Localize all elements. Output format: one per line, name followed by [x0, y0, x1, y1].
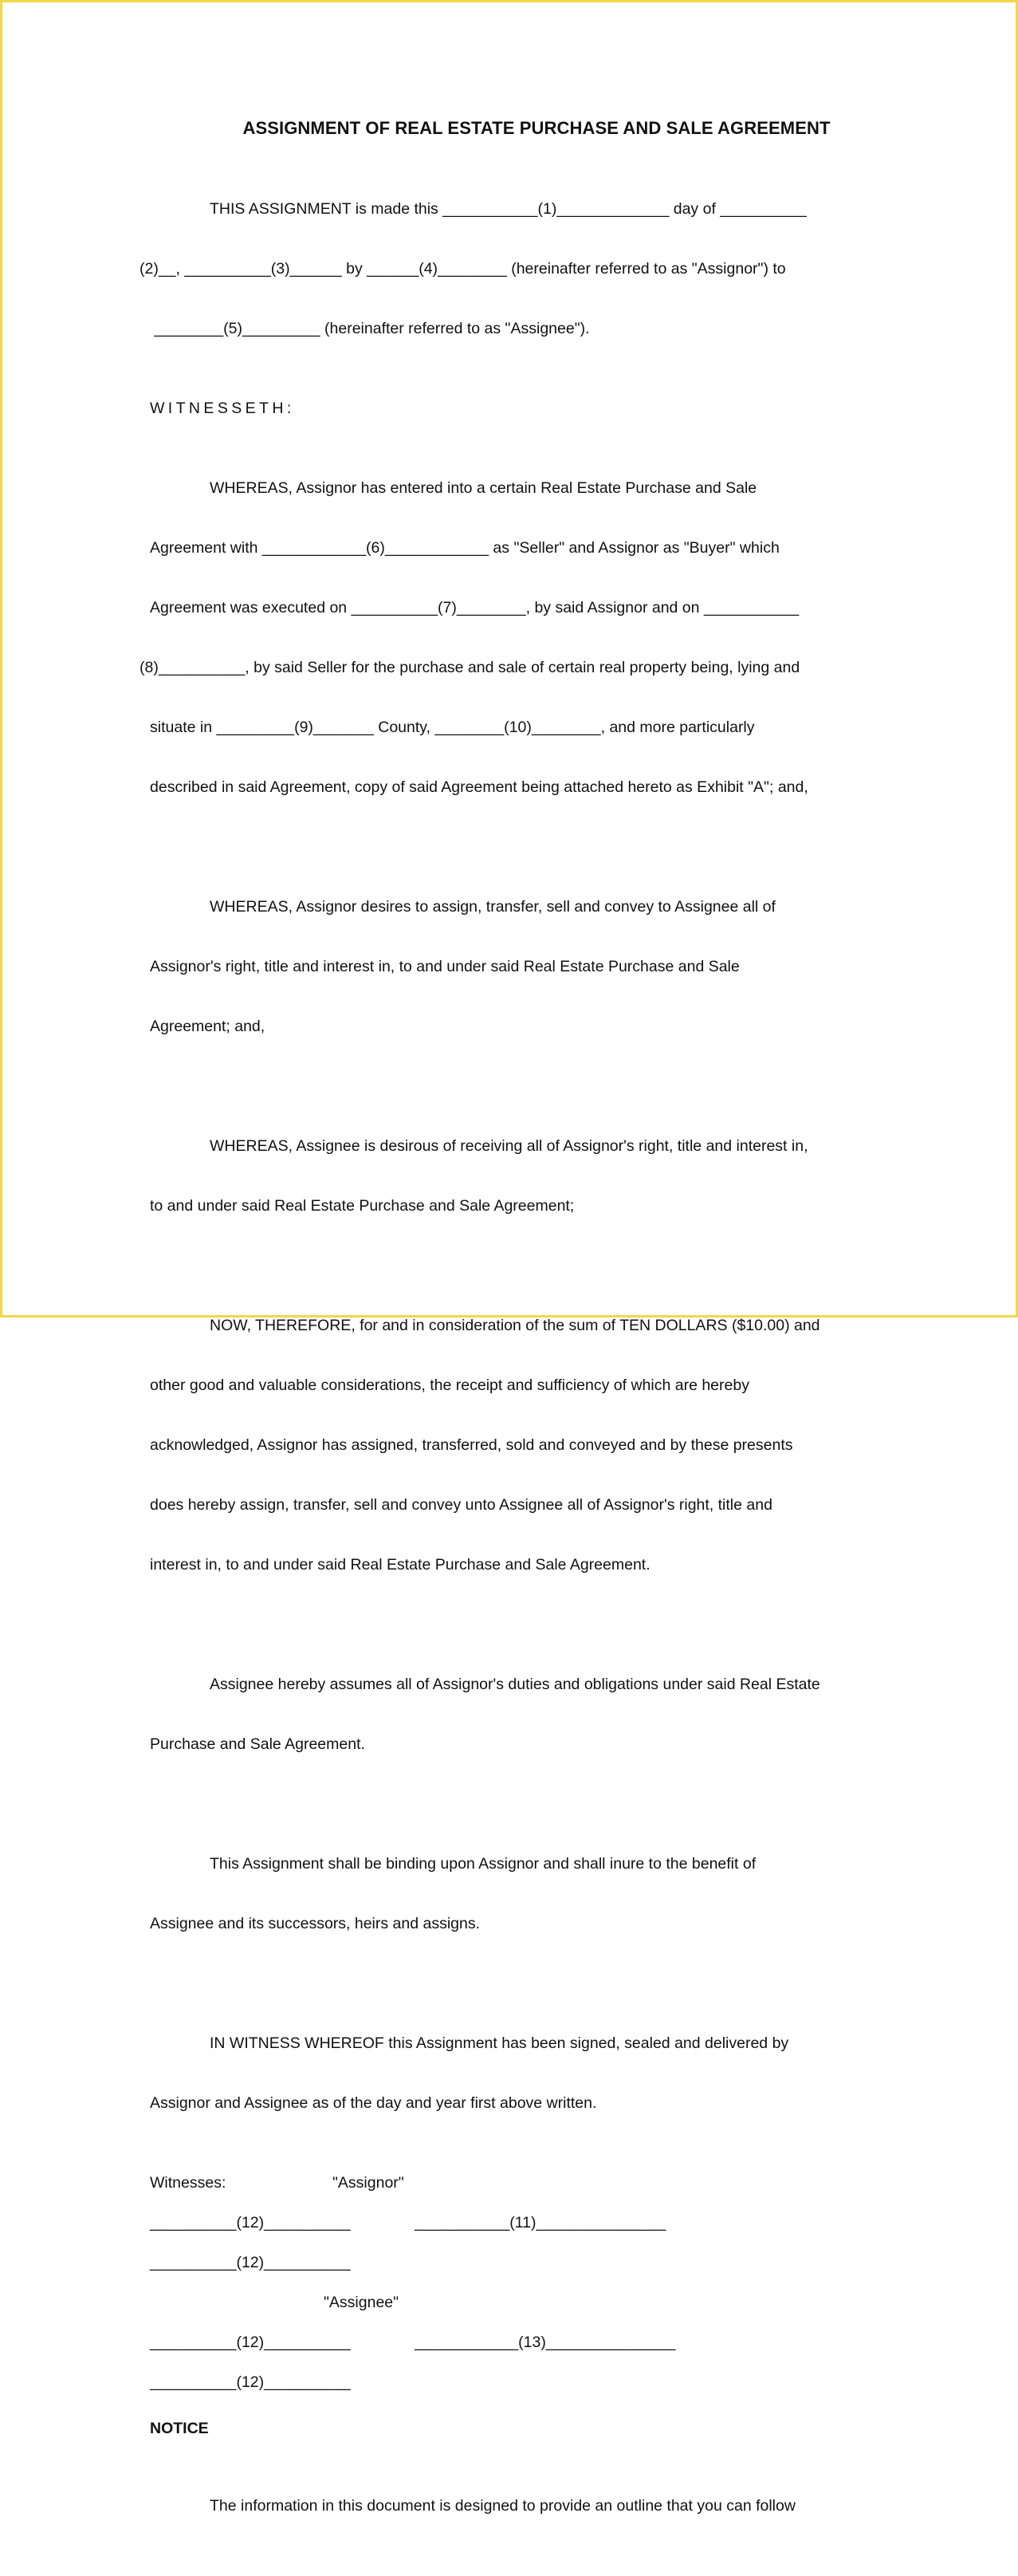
witness-signature-line: __________(12)__________	[150, 2373, 351, 2391]
whereas1-line-1: WHEREAS, Assignor has entered into a certain Real Estate Purchase and Sale	[210, 479, 757, 497]
now-therefore-line-2: other good and valuable considerations, the receipt and sufficiency of which are hereby	[150, 1377, 749, 1394]
whereas2-line-3: Agreement; and,	[150, 1018, 265, 1035]
whereas2-line-1: WHEREAS, Assignor desires to assign, transfer, sell and convey to Assignee all of	[210, 898, 776, 916]
binding-line-1: This Assignment shall be binding upon Assignor and shall inure to the benefit of	[210, 1855, 757, 1873]
witnesseth-heading: WITNESSETH:	[150, 400, 295, 417]
now-therefore-line-4: does hereby assign, transfer, sell and convey unto Assignee all of Assignor's right, title and	[150, 1496, 772, 1514]
whereas-paragraph-1	[140, 439, 867, 837]
in-witness-line-2: Assignor and Assignee as of the day and year first above written.	[150, 2094, 597, 2112]
assumes-line-1: Assignee hereby assumes all of Assignor's duties and obligations under said Real Estate	[210, 1676, 820, 1693]
whereas-paragraph-2	[150, 857, 867, 1077]
witness-signature-line: __________(12)__________	[150, 2334, 351, 2351]
witness-signature-line: __________(12)__________	[150, 2254, 351, 2271]
binding-line-2: Assignee and its successors, heirs and assigns.	[150, 1915, 481, 1932]
whereas1-line-3: Agreement was executed on __________(7)________, by said Assignor and on ___________	[150, 599, 800, 616]
notice-heading: NOTICE	[150, 2420, 209, 2437]
signature-row-4	[150, 2373, 867, 2393]
binding-paragraph	[150, 1814, 867, 1974]
intro-line-1: THIS ASSIGNMENT is made this ___________(1)_____________ day of __________	[210, 200, 807, 218]
in-witness-line-1: IN WITNESS WHEREOF this Assignment has been signed, sealed and delivered by	[210, 2034, 789, 2052]
now-therefore-line-3: acknowledged, Assignor has assigned, transferred, sold and conveyed and by these presents	[150, 1436, 793, 1454]
whereas1-line-2: Agreement with ____________(6)____________ as "Seller" and Assignor as "Buyer" which	[150, 539, 780, 557]
document-title: ASSIGNMENT OF REAL ESTATE PURCHASE AND SALE AGREEMENT	[242, 118, 831, 138]
intro-paragraph	[140, 160, 867, 379]
whereas-paragraph-3	[150, 1097, 867, 1256]
whereas1-line-5: situate in _________(9)_______ County, ________(10)________, and more particularly	[150, 719, 755, 736]
signature-row-1	[150, 2213, 867, 2233]
intro-line-3: ________(5)_________ (hereinafter referred to as "Assignee").	[150, 320, 590, 337]
assignee-label: "Assignee"	[324, 2294, 399, 2311]
assignee-signature-line: ____________(13)_______________	[415, 2334, 676, 2351]
notice-paragraph	[150, 2456, 867, 2556]
signature-row-3	[150, 2333, 867, 2353]
in-witness-paragraph	[150, 1994, 867, 2153]
now-therefore-line-5: interest in, to and under said Real Estate Purchase and Sale Agreement.	[150, 1556, 650, 1574]
whereas2-line-2: Assignor's right, title and interest in, to and under said Real Estate Purchase and Sale	[150, 958, 740, 975]
assumes-line-2: Purchase and Sale Agreement.	[150, 1735, 365, 1753]
signature-labels-row	[150, 2173, 867, 2193]
assignor-label: "Assignor"	[332, 2174, 404, 2192]
signature-row-2	[150, 2253, 867, 2273]
witness-signature-line: __________(12)__________	[150, 2214, 351, 2231]
whereas1-line-6: described in said Agreement, copy of said Agreement being attached hereto as Exhibit "A"; and,	[150, 778, 808, 796]
assignor-signature-line: ___________(11)_______________	[415, 2214, 666, 2231]
notice-line-1: The information in this document is designed to provide an outline that you can follow	[210, 2497, 796, 2515]
assumes-paragraph	[150, 1635, 867, 1794]
whereas1-line-4: (8)__________, by said Seller for the purchase and sale of certain real property being, lying and	[140, 659, 800, 676]
witnesses-label: Witnesses:	[150, 2174, 226, 2192]
whereas3-line-1: WHEREAS, Assignee is desirous of receiving all of Assignor's right, title and interest in,	[210, 1137, 808, 1155]
intro-line-2: (2)__, __________(3)______ by ______(4)________ (hereinafter referred to as "Assignor") to	[140, 260, 786, 278]
now-therefore-line-1: NOW, THEREFORE, for and in consideration of the sum of TEN DOLLARS ($10.00) and	[210, 1317, 820, 1334]
now-therefore-paragraph	[150, 1276, 867, 1615]
document-page	[140, 118, 867, 2576]
whereas3-line-2: to and under said Real Estate Purchase and Sale Agreement;	[150, 1197, 575, 1215]
assignee-label-row	[150, 2293, 867, 2313]
